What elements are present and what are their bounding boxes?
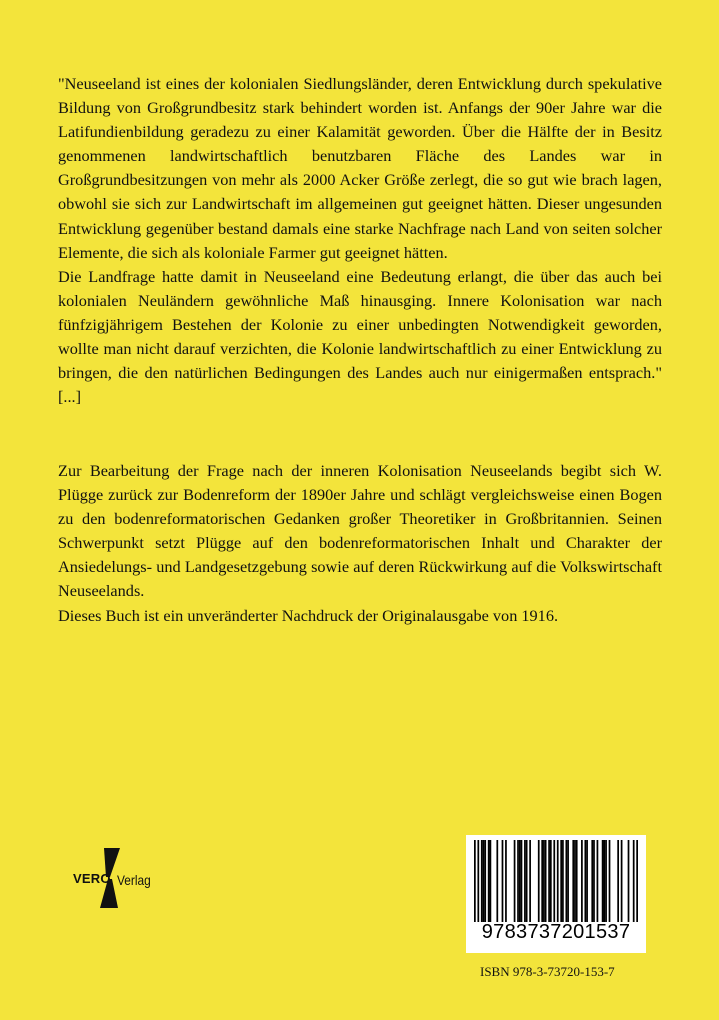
quote-paragraph-2: Die Landfrage hatte damit in Neuseeland eine Bedeutung erlangt, die über das auch bei kolonialen Neuländern gewöhnliche Maß hinausging. Innere Kolonisation war nach fünfzigjährigem Bestehen der Kolonie zu einer unbedingten Notwendigkeit geworden, wollte man nicht darauf verzichten, die Kolonie landwirtschaftlich zu einer Entwicklung zu bringen, die den natürlichen Bedingungen des Landes auch nur einigermaßen entsprach." [...] xyxy=(58,266,662,407)
barcode-bar xyxy=(502,840,504,922)
barcode-bar xyxy=(514,840,516,922)
barcode-digits: 9783737201537 xyxy=(481,921,631,943)
barcode-bar xyxy=(560,840,562,922)
barcode-bar xyxy=(602,840,604,922)
barcode-bar xyxy=(496,840,498,922)
barcode-bar xyxy=(541,840,543,922)
barcode-bar xyxy=(567,840,569,922)
barcode-bar xyxy=(603,840,605,922)
barcode-bar xyxy=(553,840,555,922)
barcode-bar xyxy=(609,840,611,922)
barcode-bar xyxy=(543,840,545,922)
summary-paragraph-1: Zur Bearbeitung der Frage nach der inneren Kolonisation Neuseelands begibt sich W. Plügge zurück zur Bodenreform der 1890er Jahre und schlägt vergleichsweise einen Bogen zu den bodenreformatorischen Gedanken großer Theoretiker in Großbritannien. Seinen Schwerpunkt setzt Plügge auf den bodenreformatorischen Inhalt und Charakter der Ansiedelungs- und Landgesetzgebung sowie auf deren Rückwirkung auf die Volkswirtschaft Neuseelands. xyxy=(58,461,662,601)
barcode-bar xyxy=(548,840,550,922)
barcode-bar xyxy=(565,840,567,922)
barcode-bar xyxy=(633,840,635,922)
barcode-bar xyxy=(586,840,588,922)
barcode-bar xyxy=(519,840,521,922)
barcode-bar xyxy=(529,840,531,922)
quote-paragraph-1: "Neuseeland ist eines der kolonialen Siedlungsländer, deren Entwicklung durch spekulative Bildung von Großgrundbesitz stark behindert worden ist. Anfangs der 90er Jahre war die Latifundienbildung geradezu zu einer Kalamität geworden. Über die Hälfte der in Besitz genommenen landwirtschaftlich benutzbaren Fläche des Landes war in Großgrundbesitzungen von mehr als 2000 Acker Größe zerlegt, die so gut wie brach lagen, obwohl sie sich zur Landwirtschaft im allgemeinen gut geeignet hätten. Dieser ungesunden Entwicklung gegenüber bestand damals eine starke Nachfrage nach Land von seiten solcher Elemente, die sich als koloniale Farmer gut geeignet hätten. xyxy=(58,74,662,262)
barcode-bar xyxy=(488,840,490,922)
barcode-bar xyxy=(538,840,540,922)
barcode-bar xyxy=(557,840,559,922)
barcode-bar xyxy=(477,840,479,922)
barcode-bars xyxy=(474,840,638,922)
barcode-bar xyxy=(621,840,623,922)
barcode-bar xyxy=(483,840,485,922)
barcode-bar xyxy=(581,840,583,922)
barcode-bar xyxy=(505,840,507,922)
barcode-bar xyxy=(628,840,630,922)
barcode-bar xyxy=(484,840,486,922)
barcode-bar xyxy=(636,840,638,922)
barcode-bar xyxy=(584,840,586,922)
barcode-bar xyxy=(591,840,593,922)
barcode-bar xyxy=(597,840,599,922)
publisher-logo xyxy=(72,848,182,908)
summary-paragraph-2: Dieses Buch ist ein unveränderter Nachdruck der Originalausgabe von 1916. xyxy=(58,605,559,625)
barcode-bar xyxy=(562,840,564,922)
barcode-bar xyxy=(481,840,483,922)
publisher-name-light: Verlag xyxy=(117,872,151,888)
barcode-bar xyxy=(490,840,492,922)
barcode-bar xyxy=(526,840,528,922)
barcode-bar xyxy=(574,840,576,922)
isbn-barcode xyxy=(466,835,646,953)
barcode-bar xyxy=(474,840,476,922)
barcode-bar xyxy=(617,840,619,922)
barcode-bar xyxy=(550,840,552,922)
barcode-bar xyxy=(521,840,523,922)
barcode-bar xyxy=(545,840,547,922)
barcode-bar xyxy=(524,840,526,922)
barcode-bar xyxy=(605,840,607,922)
barcode-bar xyxy=(593,840,595,922)
book-summary xyxy=(58,459,662,628)
back-cover-quote xyxy=(58,72,662,409)
barcode-bar xyxy=(517,840,519,922)
barcode-bar xyxy=(572,840,574,922)
isbn-text: ISBN 978-3-73720-153-7 xyxy=(480,964,615,979)
barcode-bar xyxy=(576,840,578,922)
publisher-name-bold: VERO xyxy=(73,871,111,886)
